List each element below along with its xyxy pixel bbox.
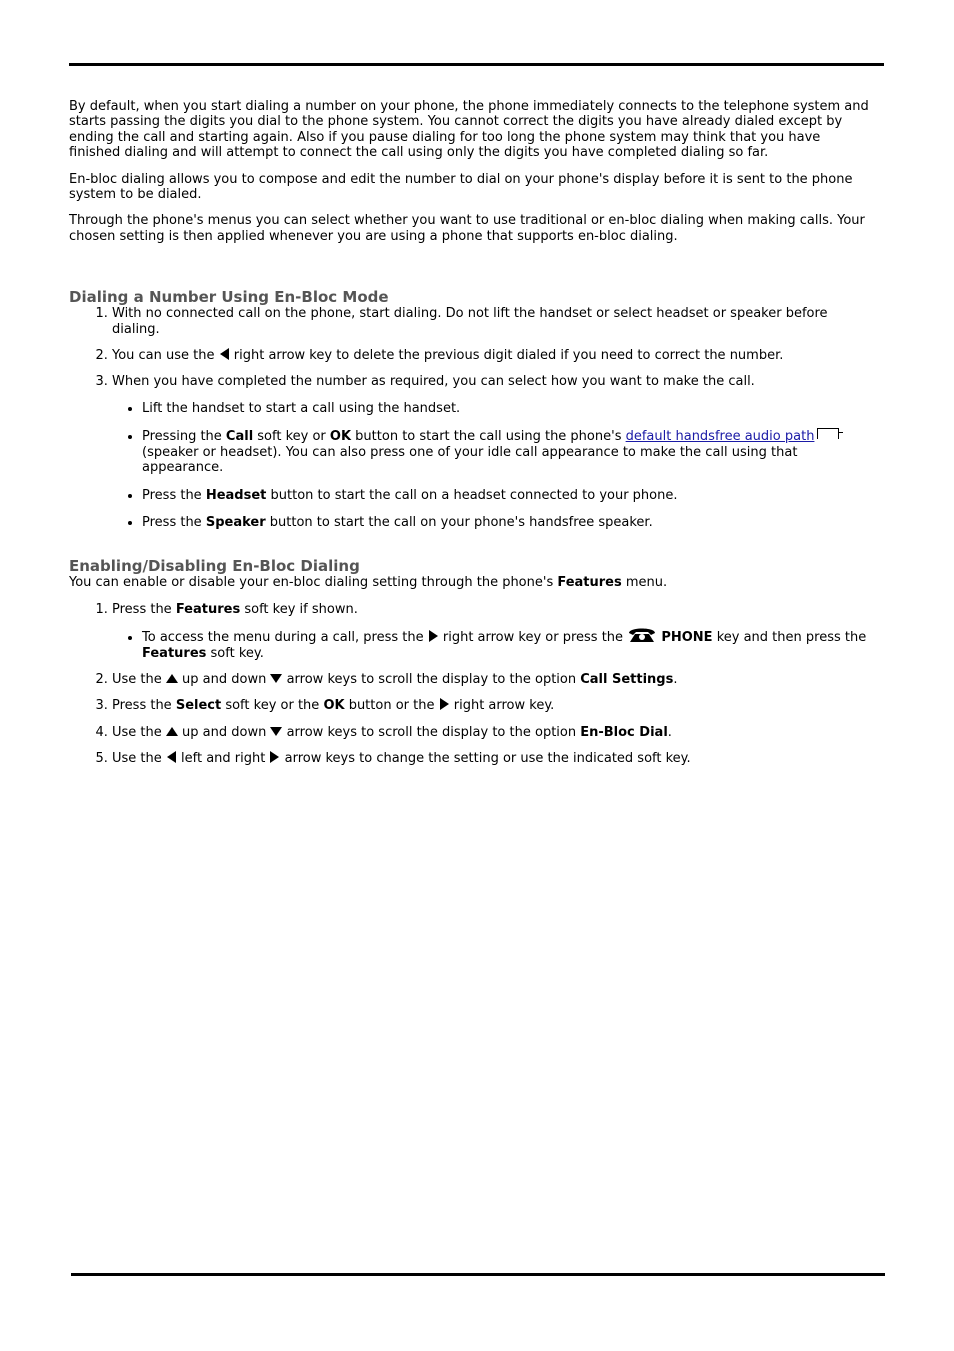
option-speaker: • Press the Speaker button to start the call on your phone's handsfree speaker.	[142, 515, 869, 530]
during-call-note: • To access the menu during a call, press the right arrow key or press the PHONE key and then press the Features soft key.	[142, 624, 869, 661]
right-arrow-key-icon	[439, 698, 450, 710]
left-arrow-key-icon	[219, 348, 230, 360]
enable-step-2: 2. Use the up and down arrow keys to scroll the display to the option Call Settings.	[112, 672, 869, 687]
section-title-enabling: Enabling/Disabling En-Bloc Dialing	[69, 557, 360, 576]
option-handset: • Lift the handset to start a call using the handset.	[142, 401, 869, 416]
step-1: 1. With no connected call on the phone, start dialing. Do not lift the handset or select headset or speaker before dialing.	[112, 306, 869, 337]
down-arrow-key-icon	[270, 726, 282, 737]
intro-paragraph-2: En-bloc dialing allows you to compose and edit the number to dial on your phone's display before it is sent to the phone system to be dialed.	[69, 171, 853, 203]
enabling-steps	[69, 602, 869, 767]
dialing-steps	[69, 306, 869, 530]
section-dialing-en-bloc	[69, 288, 869, 530]
down-arrow-key-icon	[270, 673, 282, 684]
enable-step-1-notes	[112, 624, 869, 661]
default-handsfree-audio-path-link[interactable]: default handsfree audio path	[625, 429, 815, 445]
enable-step-1: 1. Press the Features soft key if shown. • To access the menu during a call, press the right arrow key or press the PHONE key and then press the Features soft key.	[112, 602, 869, 661]
external-link-icon	[817, 428, 839, 439]
enable-step-4: 4. Use the up and down arrow keys to scroll the display to the option En-Bloc Dial.	[112, 725, 869, 740]
up-arrow-key-icon	[166, 673, 178, 684]
section-enabling-en-bloc	[69, 557, 869, 766]
step-3: 3. When you have completed the number as required, you can select how you want to make the call. • Lift the handset to start a call using the handset. • Pressing the Call soft key or OK button to start the call using the phone's default handsfree audio path (speaker or headset). You can also press one of your idle call appearance to make the call using that appearance. • Press the Headset button to start the call on a headset connected to your phone. • Press the Speaker button to start the call on your phone's handsfree speaker.	[112, 374, 869, 530]
enable-step-3: 3. Press the Select soft key or the OK button or the right arrow key.	[112, 698, 869, 713]
intro-paragraph-3: Through the phone's menus you can select whether you want to use traditional or en-bloc dialing when making calls. Your chosen setting is then applied whenever you are using a phone that supports en-bloc dialing.	[69, 213, 865, 244]
right-arrow-key-icon	[269, 751, 280, 763]
enable-step-5: 5. Use the left and right arrow keys to change the setting or use the indicated soft key.	[112, 751, 869, 766]
call-options	[112, 401, 869, 530]
left-arrow-key-icon	[166, 751, 177, 763]
option-headset: • Press the Headset button to start the call on a headset connected to your phone.	[142, 488, 869, 503]
footer-rule	[71, 1273, 885, 1276]
intro-paragraph-1: By default, when you start dialing a number on your phone, the phone immediately connects to the telephone system and starts passing the digits you dial to the phone system. You cannot correct the digits you have already dialed except by ending the call and starting again. Also if you pause dialing for too long the phone system may think that you have finished dialing and will attempt to connect the call using only the digits you have completed dialing so far.	[69, 99, 869, 161]
up-arrow-key-icon	[166, 726, 178, 737]
page-content	[69, 99, 869, 778]
right-arrow-key-icon	[428, 630, 439, 642]
section-intro: You can enable or disable your en-bloc dialing setting through the phone's Features menu.	[69, 575, 668, 591]
header-rule	[69, 63, 884, 66]
section-title-dialing: Dialing a Number Using En-Bloc Mode	[69, 288, 389, 307]
option-call-softkey: • Pressing the Call soft key or OK button to start the call using the phone's default handsfree audio path (speaker or headset). You can also press one of your idle call appearance to make the call using that appearance.	[142, 428, 869, 475]
step-2: 2. You can use the right arrow key to delete the previous digit dialed if you need to correct the number.	[112, 348, 869, 363]
phone-key-icon	[627, 624, 657, 643]
